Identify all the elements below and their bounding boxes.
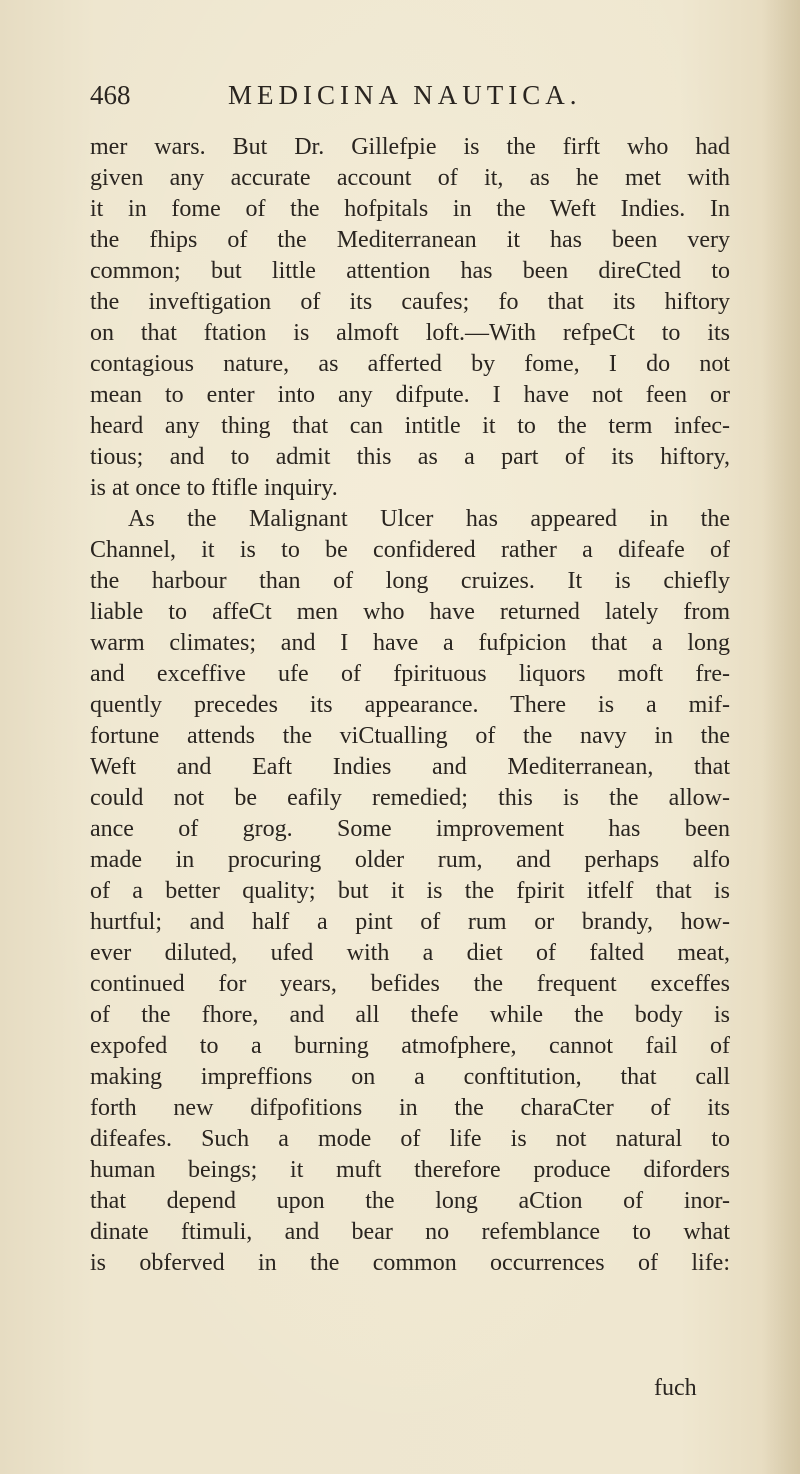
text-line: expofed to a burning atmofphere, cannot fail of <box>90 1033 730 1059</box>
text-line: forth new difpofitions in the charaCter of its <box>90 1095 730 1121</box>
text-line: made in procuring older rum, and perhaps alfo <box>90 847 730 873</box>
page-number: 468 <box>90 80 131 110</box>
text-line: heard any thing that can intitle it to the term infec- <box>90 413 730 439</box>
text-line: the inveftigation of its caufes; fo that its hiftory <box>90 289 730 315</box>
text-line: on that ftation is almoft loft.—With refpeCt to its <box>90 320 730 346</box>
text-line: mer wars. But Dr. Gillefpie is the firft who had <box>90 134 730 160</box>
text-line: ever diluted, ufed with a diet of falted meat, <box>90 940 730 966</box>
text-line: of a better quality; but it is the fpirit itfelf that is <box>90 878 730 904</box>
text-line: difeafes. Such a mode of life is not natural to <box>90 1126 730 1152</box>
text-line: Channel, it is to be confidered rather a difeafe of <box>90 537 730 563</box>
text-line: common; but little attention has been direCted to <box>90 258 730 284</box>
text-line: the harbour than of long cruizes. It is chiefly <box>90 568 730 594</box>
text-line: and exceffive ufe of fpirituous liquors moft fre- <box>90 661 730 687</box>
text-line: given any accurate account of it, as he met with <box>90 165 730 191</box>
text-line: human beings; it muft therefore produce diforders <box>90 1157 730 1183</box>
text-line: hurtful; and half a pint of rum or brandy, how- <box>90 909 730 935</box>
text-line: As the Malignant Ulcer has appeared in the <box>128 506 730 532</box>
text-line: it in fome of the hofpitals in the Weft Indies. In <box>90 196 730 222</box>
text-line: the fhips of the Mediterranean it has been very <box>90 227 730 253</box>
text-line: fortune attends the viCtualling of the navy in the <box>90 723 730 749</box>
text-line: that depend upon the long aCtion of inor- <box>90 1188 730 1214</box>
text-line: is obferved in the common occurrences of life: <box>90 1250 730 1276</box>
text-line: making impreffions on a conftitution, that call <box>90 1064 730 1090</box>
text-line: is at once to ftifle inquiry. <box>90 475 338 501</box>
text-line: warm climates; and I have a fufpicion that a long <box>90 630 730 656</box>
text-line: dinate ftimuli, and bear no refemblance to what <box>90 1219 730 1245</box>
page-header <box>90 80 730 120</box>
text-line: mean to enter into any difpute. I have not feen or <box>90 382 730 408</box>
text-line: Weft and Eaft Indies and Mediterranean, that <box>90 754 730 780</box>
text-line: ance of grog. Some improvement has been <box>90 816 730 842</box>
text-line: of the fhore, and all thefe while the body is <box>90 1002 730 1028</box>
text-line: quently precedes its appearance. There is a mif- <box>90 692 730 718</box>
text-line: liable to affeCt men who have returned lately from <box>90 599 730 625</box>
running-head: MEDICINA NAUTICA. <box>228 80 582 110</box>
text-line: continued for years, befides the frequent exceffes <box>90 971 730 997</box>
body-text <box>90 132 730 1279</box>
page-edge-shadow <box>762 0 800 1474</box>
catchword: fuch <box>654 1375 697 1401</box>
text-line: could not be eafily remedied; this is the allow- <box>90 785 730 811</box>
text-line: tious; and to admit this as a part of its hiftory, <box>90 444 730 470</box>
text-line: contagious nature, as afferted by fome, I do not <box>90 351 730 377</box>
